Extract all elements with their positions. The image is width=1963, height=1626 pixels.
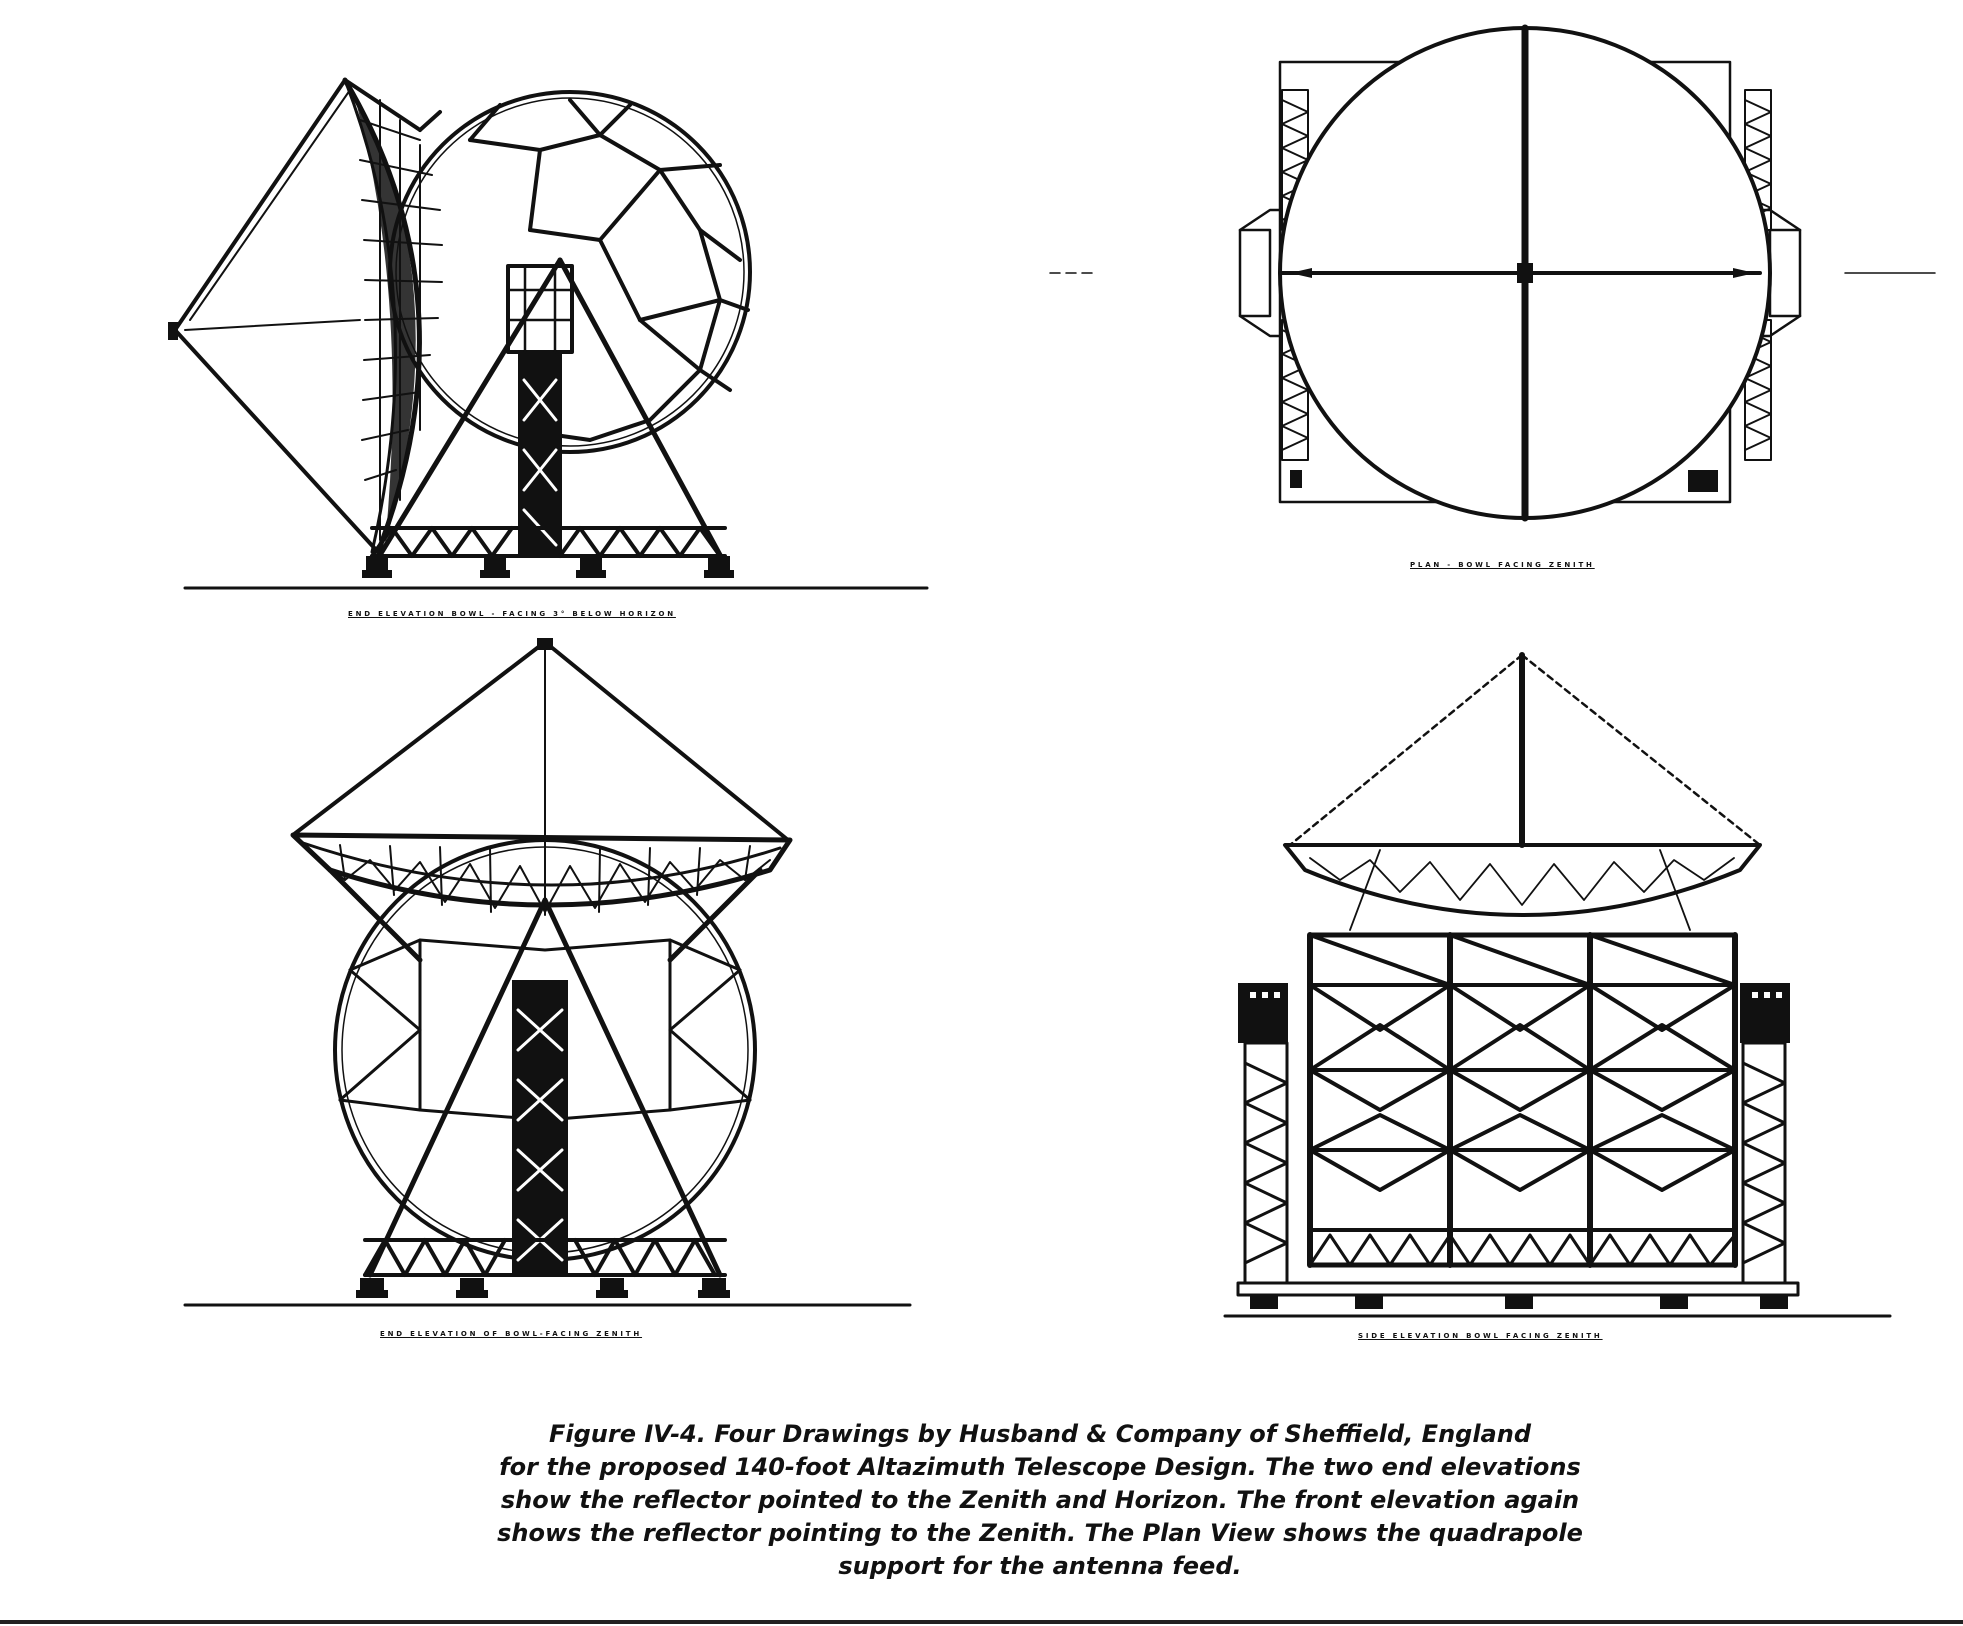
- caption-line-5: support for the antenna feed.: [838, 1552, 1242, 1580]
- caption-line-3: show the reflector pointed to the Zenith and Horizon. The front elevation again: [500, 1486, 1580, 1514]
- figure-caption: [420, 1418, 1660, 1583]
- plan-zenith-label: PLAN - BOWL FACING ZENITH: [1410, 561, 1595, 569]
- page-bottom-rule: [0, 1620, 1963, 1624]
- end-elevation-zenith-label: END ELEVATION OF BOWL-FACING ZENITH: [380, 1330, 643, 1338]
- end-elevation-horizon-label: END ELEVATION BOWL - FACING 3° BELOW HORIZON: [348, 610, 676, 618]
- side-elevation-zenith-label: SIDE ELEVATION BOWL FACING ZENITH: [1358, 1332, 1603, 1340]
- caption-line-1: Figure IV-4. Four Drawings by Husband & Company of Sheffield, England: [548, 1420, 1532, 1448]
- radio-telescope-front-view-icon: [1225, 655, 1890, 1316]
- caption-line-4: shows the reflector pointing to the Zenith. The Plan View shows the quadrapole: [497, 1519, 1583, 1547]
- caption-line-2: for the proposed 140-foot Altazimuth Telescope Design. The two end elevations: [499, 1453, 1581, 1481]
